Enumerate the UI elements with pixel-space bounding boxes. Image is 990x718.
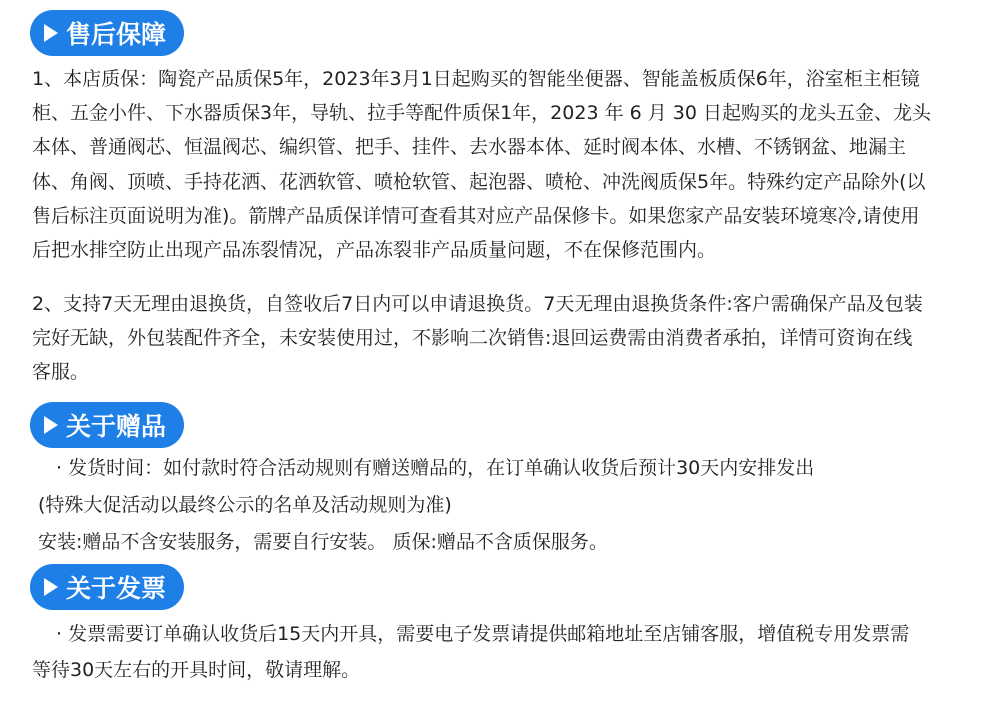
play-triangle-icon <box>44 24 58 42</box>
text-line: 柜、五金小件、下水器质保3年，导轨、拉手等配件质保1年，2023 年 6 月 30 日起购买的龙头五金、龙头 <box>32 102 931 125</box>
play-triangle-icon <box>44 416 58 434</box>
text-line: 1、本店质保：陶瓷产品质保5年，2023年3月1日起购买的智能坐便器、智能盖板质保6年，浴室柜主柜镜 <box>32 68 920 90</box>
text-line: · 发票需要订单确认收货后15天内开具，需要电子发票请提供邮箱地址至店铺客服，增值税专用发票需 <box>56 623 910 645</box>
section-title: 关于发票 <box>66 574 167 603</box>
text-line: 售后标注页面说明为准)。箭牌产品质保详情可查看其对应产品保修卡。如果您家产品安装环境寒冷,请使用 <box>32 204 920 227</box>
section-title: 售后保障 <box>66 20 167 49</box>
invoice-paragraph <box>32 616 972 688</box>
return-policy-paragraph <box>32 287 972 390</box>
text-line: 安装:赠品不含安装服务，需要自行安装。 质保:赠品不含质保服务。 <box>38 531 608 553</box>
text-line: 体、角阀、顶喷、手持花洒、花洒软管、喷枪软管、起泡器、喷枪、冲洗阀质保5年。特殊约定产品除外(以 <box>32 170 926 193</box>
section-title: 关于赠品 <box>66 412 167 441</box>
section-header-after-sales <box>30 10 184 56</box>
section-header-gifts <box>30 402 184 448</box>
play-triangle-icon <box>44 578 58 596</box>
section-header-invoice <box>30 564 184 610</box>
text-line: (特殊大促活动以最终公示的名单及活动规则为准) <box>38 494 452 516</box>
text-line: 后把水排空防止出现产品冻裂情况，产品冻裂非产品质量问题，不在保修范围内。 <box>32 239 717 262</box>
text-line: · 发货时间：如付款时符合活动规则有赠送赠品的，在订单确认收货后预计30天内安排发出 <box>56 457 815 479</box>
text-line: 等待30天左右的开具时间，敬请理解。 <box>32 659 361 681</box>
text-line: 本体、普通阀芯、恒温阀芯、编织管、把手、挂件、去水器本体、延时阀本体、水槽、不锈钢盆、地漏主 <box>32 136 907 159</box>
gifts-paragraph <box>32 450 972 561</box>
warranty-paragraph <box>32 62 972 267</box>
text-line: 完好无缺，外包装配件齐全，未安装使用过，不影响二次销售:退回运费需由消费者承拍，详情可资询在线 <box>32 327 913 350</box>
text-line: 客服。 <box>32 361 90 384</box>
text-line: 2、支持7天无理由退换货，自签收后7日内可以申请退换货。7天无理由退换货条件:客户需确保产品及包装 <box>32 293 923 315</box>
